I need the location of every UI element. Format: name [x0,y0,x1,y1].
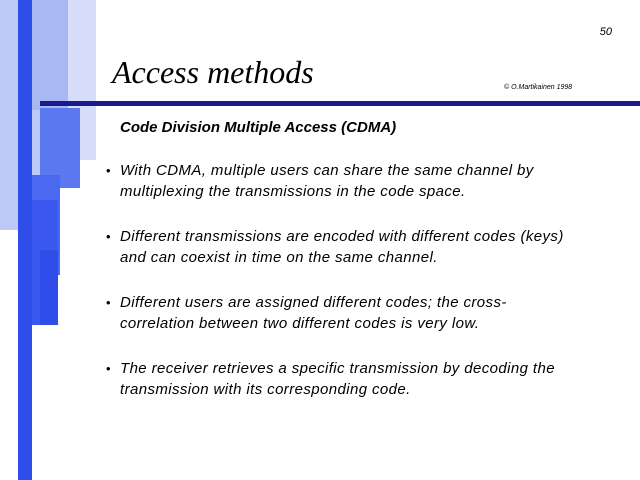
title-divider [40,101,640,106]
bullet-item [106,160,606,202]
slide-title: Access methods [112,54,314,90]
copyright-notice: © O.Martikainen 1998 [504,84,573,91]
bullet-marker: • [106,295,111,310]
bullet-text: The receiver retrieves a specific transmission by decoding the transmission with its corresponding code. [120,360,555,398]
page-number: 50 [599,26,612,38]
bullet-text: Different transmissions are encoded with different codes (keys) and can coexist in time on the same channel. [120,228,564,266]
bullet-item [106,226,606,268]
bullet-marker: • [106,361,111,376]
decor-left-stripe [18,0,32,480]
slide-subtitle: Code Division Multiple Access (CDMA) [120,119,397,136]
bullet-item [106,292,606,334]
bullet-marker: • [106,229,111,244]
bullet-text: With CDMA, multiple users can share the same channel by multiplexing the transmissions in the code space. [120,162,534,200]
bullet-marker: • [106,163,111,178]
bullet-item [106,358,606,400]
bullet-text: Different users are assigned different codes; the cross- correlation between two different codes is very low. [120,294,507,332]
decor-block-blue-4 [40,250,58,325]
bullet-list [106,160,606,424]
